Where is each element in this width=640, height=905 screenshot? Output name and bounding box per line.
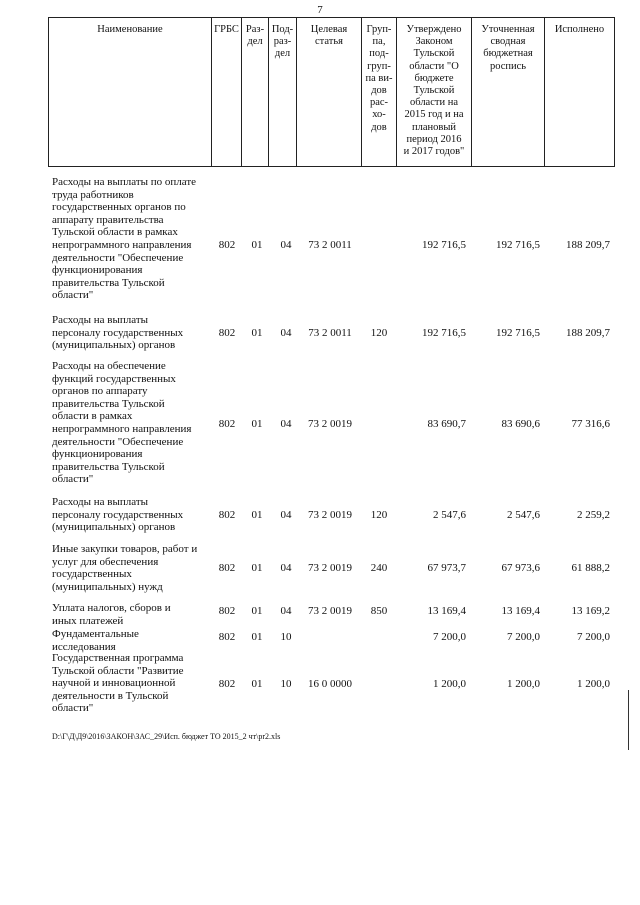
row-name: Государственная программа Тульской области "Развитие научной и инновационной деятельности в Тульской области" [52, 652, 184, 715]
row-utochnennaya: 67 973,6 [501, 562, 540, 574]
row-gruppa: 850 [370, 605, 388, 617]
row-celevaya: 73 2 0011 [308, 239, 352, 251]
row-name: Фундаментальные исследования [52, 628, 139, 653]
row-grbs: 802 [218, 418, 236, 430]
file-path-footer: D:\Г\Д\Д9\2016\ЗАКОН\ЗАС_29\Исп. бюджет ТО 2015_2 чт\pr2.xls [52, 732, 281, 741]
row-podrazdel: 04 [280, 562, 292, 574]
row-utverzhdeno: 1 200,0 [433, 678, 466, 690]
header-razdel: Раз- дел [242, 18, 269, 166]
header-ispolneno: Исполнено [554, 24, 605, 35]
row-grbs: 802 [218, 631, 236, 643]
row-razdel: 01 [251, 327, 263, 339]
row-name: Расходы на выплаты персоналу государственных (муниципальных) органов [52, 314, 184, 352]
row-ispolneno: 2 259,2 [577, 509, 610, 521]
row-ispolneno: 7 200,0 [577, 631, 610, 643]
row-grbs: 802 [218, 239, 236, 251]
header-utochnennaya: Уточненная сводная бюджетная роспись [472, 18, 545, 166]
table-header [48, 17, 615, 167]
header-gruppa: Груп- па, под- груп- па ви- дов рас- хо- дов [362, 18, 397, 166]
row-gruppa: 120 [370, 327, 388, 339]
row-podrazdel: 04 [280, 327, 292, 339]
header-celevaya: Целевая статья [297, 18, 362, 166]
header-podrazdel: Под- раз- дел [269, 18, 297, 166]
row-ispolneno: 1 200,0 [577, 678, 610, 690]
row-utverzhdeno: 7 200,0 [433, 631, 466, 643]
row-razdel: 01 [251, 678, 263, 690]
row-name: Иные закупки товаров, работ и услуг для обеспечения государственных (муниципальных) нужд [52, 543, 198, 593]
page-number: 7 [317, 4, 323, 16]
row-celevaya: 73 2 0011 [308, 327, 352, 339]
row-grbs: 802 [218, 327, 236, 339]
row-gruppa: 240 [370, 562, 388, 574]
row-podrazdel: 04 [280, 509, 292, 521]
row-celevaya: 16 0 0000 [308, 678, 352, 690]
row-ispolneno: 77 316,6 [571, 418, 610, 430]
row-utochnennaya: 192 716,5 [496, 327, 540, 339]
row-utochnennaya: 1 200,0 [507, 678, 540, 690]
row-utverzhdeno: 192 716,5 [422, 327, 466, 339]
row-name: Расходы на выплаты по оплате труда работников государственных органов по аппарату правительства Тульской области в рамках непрограммного направления деятельности "Обеспечение функционирования правительства Тульской области" [52, 176, 197, 302]
row-podrazdel: 04 [280, 418, 292, 430]
row-podrazdel: 04 [280, 605, 292, 617]
row-utochnennaya: 7 200,0 [507, 631, 540, 643]
row-podrazdel: 10 [280, 631, 292, 643]
row-ispolneno: 61 888,2 [571, 562, 610, 574]
header-name: Наименование [49, 18, 212, 166]
row-grbs: 802 [218, 562, 236, 574]
row-grbs: 802 [218, 678, 236, 690]
row-utverzhdeno: 192 716,5 [422, 239, 466, 251]
row-celevaya: 73 2 0019 [308, 562, 352, 574]
row-gruppa: 120 [370, 509, 388, 521]
header-grbs: ГРБС [212, 18, 242, 166]
row-name: Расходы на обеспечение функций государственных органов по аппарату правительства Тульской области в рамках непрограммного направления деятельности "Обеспечение функционирования правительства Тульской области" [52, 360, 192, 486]
row-utochnennaya: 2 547,6 [507, 509, 540, 521]
row-ispolneno: 188 209,7 [566, 327, 610, 339]
scan-edge-line [628, 690, 629, 750]
row-utochnennaya: 192 716,5 [496, 239, 540, 251]
header-utverzhdeno: Утверждено Законом Тульской области "О бюджете Тульской области на 2015 год и на плановый период 2016 и 2017 годов" [397, 18, 472, 166]
row-razdel: 01 [251, 631, 263, 643]
row-utverzhdeno: 83 690,7 [427, 418, 466, 430]
row-name: Расходы на выплаты персоналу государственных (муниципальных) органов [52, 496, 184, 534]
row-razdel: 01 [251, 418, 263, 430]
row-ispolneno: 188 209,7 [566, 239, 610, 251]
row-grbs: 802 [218, 605, 236, 617]
row-razdel: 01 [251, 239, 263, 251]
row-name: Уплата налогов, сборов и иных платежей [52, 602, 171, 627]
row-razdel: 01 [251, 605, 263, 617]
row-razdel: 01 [251, 562, 263, 574]
row-utverzhdeno: 13 169,4 [427, 605, 466, 617]
row-celevaya: 73 2 0019 [308, 509, 352, 521]
row-podrazdel: 10 [280, 678, 292, 690]
row-utochnennaya: 83 690,6 [501, 418, 540, 430]
row-celevaya: 73 2 0019 [308, 605, 352, 617]
row-razdel: 01 [251, 509, 263, 521]
row-utverzhdeno: 67 973,7 [427, 562, 466, 574]
row-podrazdel: 04 [280, 239, 292, 251]
row-grbs: 802 [218, 509, 236, 521]
row-utverzhdeno: 2 547,6 [433, 509, 466, 521]
row-celevaya: 73 2 0019 [308, 418, 352, 430]
row-utochnennaya: 13 169,4 [501, 605, 540, 617]
row-ispolneno: 13 169,2 [571, 605, 610, 617]
